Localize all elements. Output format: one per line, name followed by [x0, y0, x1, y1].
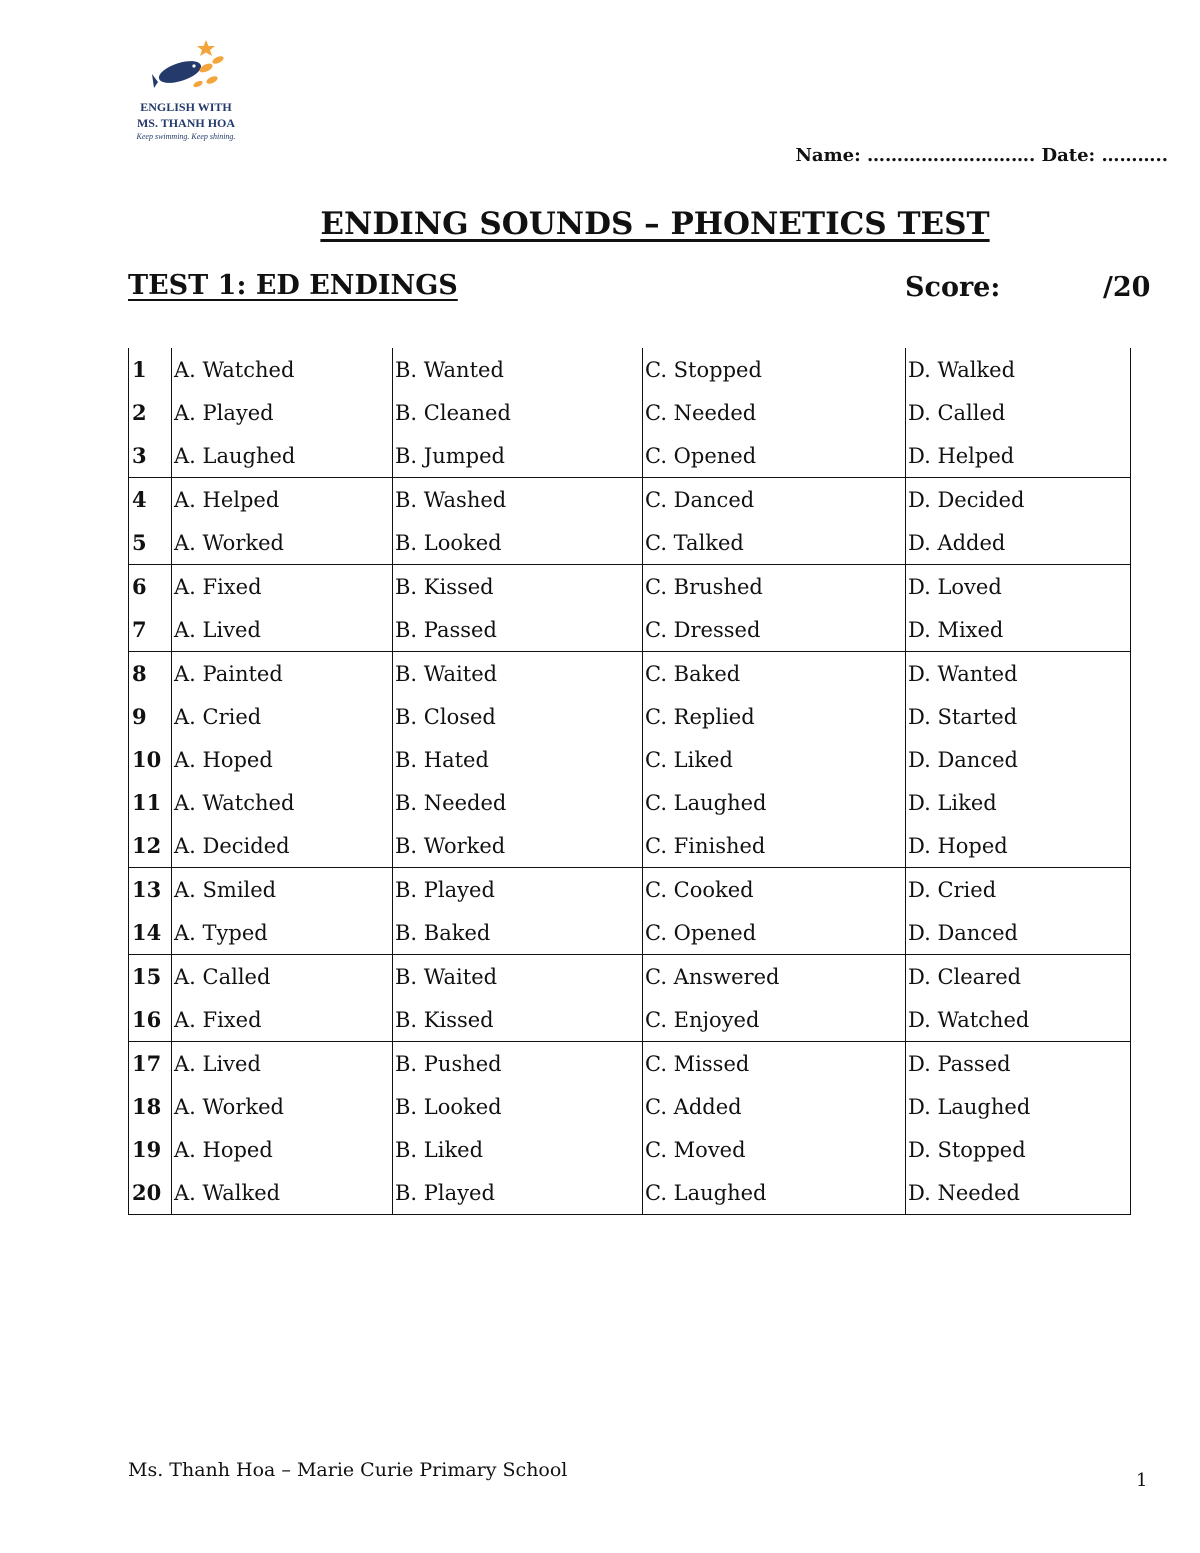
option-c[interactable]: C. Opened: [643, 434, 906, 478]
option-c[interactable]: C. Answered: [643, 955, 906, 999]
question-row: [129, 608, 1131, 652]
option-a[interactable]: A. Fixed: [172, 998, 393, 1042]
option-a[interactable]: A. Watched: [172, 348, 393, 391]
option-b[interactable]: B. Kissed: [393, 998, 643, 1042]
logo-text-line1: ENGLISH WITH: [140, 100, 232, 114]
score-total: /20: [1103, 272, 1151, 303]
option-b[interactable]: B. Looked: [393, 1085, 643, 1128]
question-row: [129, 781, 1131, 824]
question-row: [129, 434, 1131, 478]
option-c[interactable]: C. Needed: [643, 391, 906, 434]
option-c[interactable]: C. Replied: [643, 695, 906, 738]
question-row: [129, 998, 1131, 1042]
option-c[interactable]: C. Moved: [643, 1128, 906, 1171]
option-b[interactable]: B. Played: [393, 1171, 643, 1215]
option-d[interactable]: D. Loved: [906, 565, 1131, 609]
question-row: [129, 478, 1131, 522]
question-number: 13: [129, 868, 172, 912]
option-d[interactable]: D. Wanted: [906, 652, 1131, 696]
question-row: [129, 1171, 1131, 1215]
option-b[interactable]: B. Worked: [393, 824, 643, 868]
option-b[interactable]: B. Liked: [393, 1128, 643, 1171]
option-b[interactable]: B. Kissed: [393, 565, 643, 609]
option-c[interactable]: C. Liked: [643, 738, 906, 781]
option-a[interactable]: A. Called: [172, 955, 393, 999]
question-number: 3: [129, 434, 172, 478]
option-b[interactable]: B. Passed: [393, 608, 643, 652]
option-c[interactable]: C. Opened: [643, 911, 906, 955]
question-number: 5: [129, 521, 172, 565]
option-d[interactable]: D. Stopped: [906, 1128, 1131, 1171]
option-c[interactable]: C. Laughed: [643, 781, 906, 824]
question-number: 20: [129, 1171, 172, 1215]
option-d[interactable]: D. Walked: [906, 348, 1131, 391]
page-title: ENDING SOUNDS – PHONETICS TEST: [320, 206, 990, 242]
option-d[interactable]: D. Cleared: [906, 955, 1131, 999]
option-b[interactable]: B. Waited: [393, 652, 643, 696]
test-title: TEST 1: ED ENDINGS: [128, 270, 458, 301]
question-number: 2: [129, 391, 172, 434]
question-number: 4: [129, 478, 172, 522]
option-a[interactable]: A. Worked: [172, 1085, 393, 1128]
option-d[interactable]: D. Added: [906, 521, 1131, 565]
question-row: [129, 911, 1131, 955]
option-a[interactable]: A. Watched: [172, 781, 393, 824]
option-a[interactable]: A. Walked: [172, 1171, 393, 1215]
option-a[interactable]: A. Typed: [172, 911, 393, 955]
option-a[interactable]: A. Played: [172, 391, 393, 434]
question-row: [129, 1042, 1131, 1086]
option-a[interactable]: A. Fixed: [172, 565, 393, 609]
option-a[interactable]: A. Hoped: [172, 1128, 393, 1171]
option-b[interactable]: B. Cleaned: [393, 391, 643, 434]
question-number: 15: [129, 955, 172, 999]
option-c[interactable]: C. Danced: [643, 478, 906, 522]
option-c[interactable]: C. Finished: [643, 824, 906, 868]
option-c[interactable]: C. Cooked: [643, 868, 906, 912]
option-a[interactable]: A. Cried: [172, 695, 393, 738]
question-number: 7: [129, 608, 172, 652]
option-a[interactable]: A. Painted: [172, 652, 393, 696]
option-d[interactable]: D. Passed: [906, 1042, 1131, 1086]
question-row: [129, 955, 1131, 999]
question-row: [129, 652, 1131, 696]
option-a[interactable]: A. Laughed: [172, 434, 393, 478]
option-a[interactable]: A. Worked: [172, 521, 393, 565]
question-number: 19: [129, 1128, 172, 1171]
option-a[interactable]: A. Smiled: [172, 868, 393, 912]
option-d[interactable]: D. Needed: [906, 1171, 1131, 1215]
page-number: 1: [1136, 1470, 1148, 1491]
fish-logo-icon: [150, 38, 230, 98]
option-c[interactable]: C. Talked: [643, 521, 906, 565]
option-b[interactable]: B. Closed: [393, 695, 643, 738]
option-c[interactable]: C. Added: [643, 1085, 906, 1128]
option-c[interactable]: C. Dressed: [643, 608, 906, 652]
question-row: [129, 348, 1131, 391]
option-b[interactable]: B. Wanted: [393, 348, 643, 391]
question-number: 8: [129, 652, 172, 696]
question-number: 10: [129, 738, 172, 781]
option-d[interactable]: D. Decided: [906, 478, 1131, 522]
option-d[interactable]: D. Started: [906, 695, 1131, 738]
option-c[interactable]: C. Stopped: [643, 348, 906, 391]
question-row: [129, 391, 1131, 434]
question-row: [129, 824, 1131, 868]
option-d[interactable]: D. Liked: [906, 781, 1131, 824]
question-number: 6: [129, 565, 172, 609]
question-number: 1: [129, 348, 172, 391]
question-row: [129, 695, 1131, 738]
option-d[interactable]: D. Danced: [906, 738, 1131, 781]
option-b[interactable]: B. Looked: [393, 521, 643, 565]
option-c[interactable]: C. Missed: [643, 1042, 906, 1086]
option-d[interactable]: D. Hoped: [906, 824, 1131, 868]
question-row: [129, 521, 1131, 565]
question-number: 17: [129, 1042, 172, 1086]
logo-text-line2: MS. THANH HOA: [136, 116, 236, 130]
option-b[interactable]: B. Needed: [393, 781, 643, 824]
option-d[interactable]: D. Helped: [906, 434, 1131, 478]
questions-table: [128, 348, 1131, 1215]
option-a[interactable]: A. Lived: [172, 608, 393, 652]
option-c[interactable]: C. Brushed: [643, 565, 906, 609]
footer-text: Ms. Thanh Hoa – Marie Curie Primary School: [128, 1459, 568, 1481]
logo-tagline: Keep swimming. Keep shining.: [136, 132, 236, 141]
option-b[interactable]: B. Baked: [393, 911, 643, 955]
option-d[interactable]: D. Laughed: [906, 1085, 1131, 1128]
question-number: 14: [129, 911, 172, 955]
option-c[interactable]: C. Laughed: [643, 1171, 906, 1215]
question-row: [129, 738, 1131, 781]
option-d[interactable]: D. Called: [906, 391, 1131, 434]
option-b[interactable]: B. Played: [393, 868, 643, 912]
option-d[interactable]: D. Mixed: [906, 608, 1131, 652]
question-number: 12: [129, 824, 172, 868]
question-number: 16: [129, 998, 172, 1042]
name-date-line[interactable]: Name: ………………………. Date: ………..: [795, 145, 1168, 166]
option-c[interactable]: C. Enjoyed: [643, 998, 906, 1042]
option-c[interactable]: C. Baked: [643, 652, 906, 696]
question-number: 11: [129, 781, 172, 824]
option-b[interactable]: B. Waited: [393, 955, 643, 999]
option-d[interactable]: D. Cried: [906, 868, 1131, 912]
option-b[interactable]: B. Jumped: [393, 434, 643, 478]
question-number: 18: [129, 1085, 172, 1128]
option-a[interactable]: A. Hoped: [172, 738, 393, 781]
option-b[interactable]: B. Pushed: [393, 1042, 643, 1086]
question-row: [129, 1128, 1131, 1171]
option-a[interactable]: A. Helped: [172, 478, 393, 522]
score-label: Score:: [905, 272, 1001, 303]
option-a[interactable]: A. Decided: [172, 824, 393, 868]
option-a[interactable]: A. Lived: [172, 1042, 393, 1086]
question-number: 9: [129, 695, 172, 738]
question-row: [129, 565, 1131, 609]
option-d[interactable]: D. Watched: [906, 998, 1131, 1042]
option-d[interactable]: D. Danced: [906, 911, 1131, 955]
question-row: [129, 1085, 1131, 1128]
school-logo: [128, 38, 248, 148]
option-b[interactable]: B. Hated: [393, 738, 643, 781]
option-b[interactable]: B. Washed: [393, 478, 643, 522]
questions-body: [129, 348, 1131, 1215]
question-row: [129, 868, 1131, 912]
